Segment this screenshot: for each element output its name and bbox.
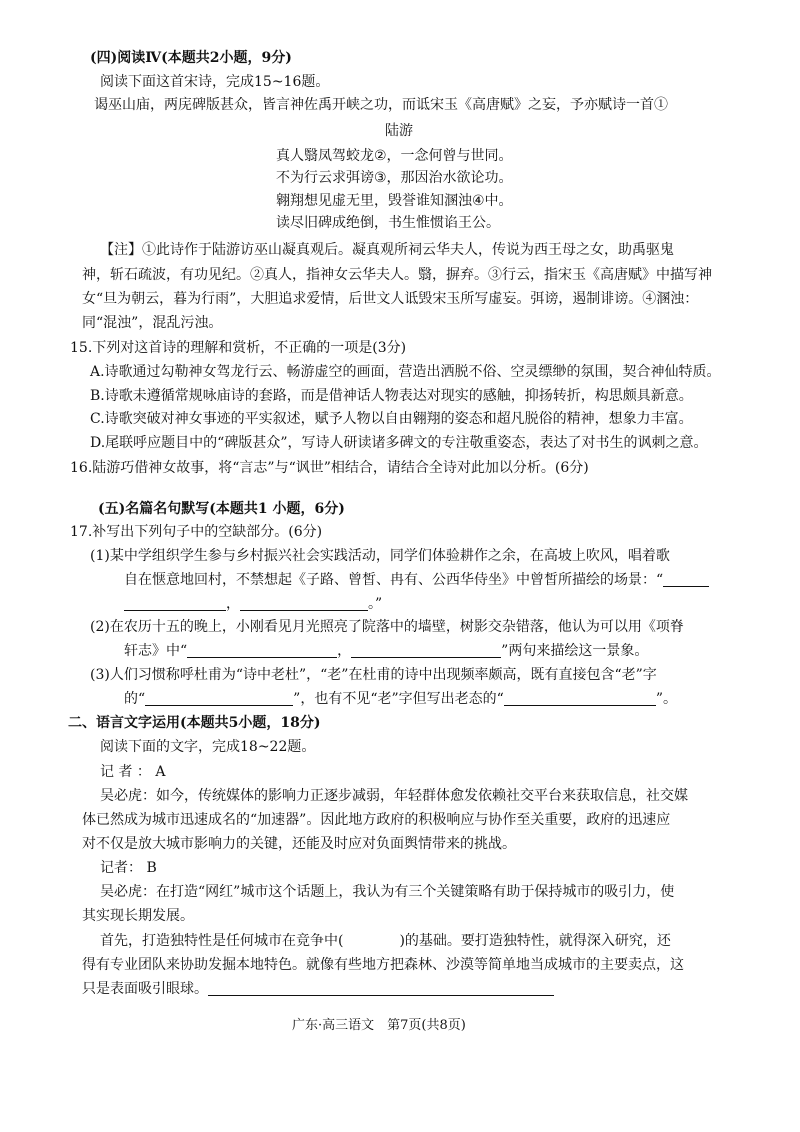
reporter-question-a: 记 者 ： A [100,764,166,780]
q17-item3-text-mid: ”，也有不见“老”字但写出老态的“ [293,691,504,707]
section4-intro: 阅读下面这首宋诗，完成15~16题。 [100,74,330,90]
para3-text-pre: 首先，打造独特性是任何城市在竞争中( [100,933,344,949]
q15-option-a: A.诗歌通过勾勒神女驾龙行云、畅游虚空的画面，营造出洒脱不俗、空灵缥缈的氛围，契合神仙特质。 [90,364,721,380]
q17-item3-text-end: ”。 [655,691,677,707]
comma: ， [226,596,240,612]
q17-item2-text-end: ”两句来描绘这一景象。 [501,643,649,659]
para2-line2: 其实现长期发展。 [82,908,194,924]
q17-item3-text-pre: 的“ [124,691,146,707]
poem-line-3: 翱翔想见虚无里，毁誉谁知溷浊④中。 [276,193,513,209]
q17-item1-text: 自在惬意地回村，不禁想起《子路、曾皙、冉有、公西华侍坐》中曾皙所描绘的场景：“ [124,572,664,588]
reporter-question-b: 记者： B [100,860,157,876]
para3-text-end: 只是表面吸引眼球。 [82,981,208,997]
answer-blank[interactable] [351,643,501,658]
q17-item1-line2 [124,570,709,590]
part2-heading: 二、语言文字运用(本题共5小题，18分) [68,715,321,731]
answer-blank[interactable] [208,981,554,996]
answer-blank[interactable] [145,691,293,706]
q17-item1-line1: (1)某中学组织学生参与乡村振兴社会实践活动，同学们体验耕作之余，在高坡上吹风，唱着歌 [90,548,670,564]
answer-blank[interactable] [240,596,368,611]
poem-line-2: 不为行云求弭谤③，那因治水欲论功。 [276,170,513,186]
note-line-4: 同“混浊”，混乱污浊。 [82,315,223,331]
answer-blank[interactable] [504,691,656,706]
para3-line1 [100,931,671,951]
q17-item2-line1: (2)在农历十五的晚上，小刚看见月光照亮了院落中的墙壁，树影交杂错落，他认为可以用《项脊 [90,619,684,635]
section5-heading: (五)名篇名句默写(本题共1 小题，6分) [98,501,345,517]
section4-heading: (四)阅读Ⅳ(本题共2小题，9分) [90,50,292,66]
closing-quote: 。” [368,596,383,612]
page-footer: 广东·高三语文 第7页(共8页) [292,1018,466,1033]
para3-text-post: )的基础。要打造独特性，就得深入研究，还 [399,933,671,949]
q17-item2-text-pre: 轩志》中“ [124,643,188,659]
q17-item3-line1: (3)人们习惯称呼杜甫为“诗中老杜”，“老”在杜甫的诗中出现频率颇高，既有直接包含“老”字 [90,667,657,683]
para1-line3: 对不仅是放大城市影响力的关键，还能及时应对负面舆情带来的挑战。 [82,836,516,852]
part2-intro: 阅读下面的文字，完成18~22题。 [100,739,316,755]
q17-item1-line3 [124,594,382,614]
q17-stem: 17.补写出下列句子中的空缺部分。(6分) [70,524,323,540]
poem-line-1: 真人翳凤驾蛟龙②，一念何曾与世同。 [276,148,513,164]
q15-stem: 15.下列对这首诗的理解和赏析，不正确的一项是(3分) [70,340,407,356]
para1-line1: 吴必虎：如今，传统媒体的影响力正逐步减弱，年轻群体愈发依赖社交平台来获取信息，社交媒 [100,788,688,804]
q15-option-d: D.尾联呼应题目中的“碑版甚众”，写诗人研读诸多碑文的专注敬重姿态，表达了对书生的讽刺之意。 [90,435,708,451]
q15-option-c: C.诗歌突破对神女事迹的平实叙述，赋予人物以自由翱翔的姿态和超凡脱俗的精神，想象力丰富。 [90,411,693,427]
note-line-1: 【注】①此诗作于陆游访巫山凝真观后。凝真观所祠云华夫人，传说为西王母之女，助禹驱鬼 [100,242,674,258]
comma: ， [337,643,352,659]
note-line-2: 神，斩石疏波，有功见纪。②真人，指神女云华夫人。翳，摒弃。③行云，指宋玉《高唐赋》中描写神 [82,267,712,283]
q17-item2-line2 [124,641,648,661]
poem-author: 陆游 [385,123,413,139]
answer-blank[interactable] [124,596,226,611]
q17-item3-line2 [124,689,677,709]
para1-line2: 体已然成为城市迅速成名的“加速器”。因此地方政府的积极响应与协作至关重要，政府的迅速应 [82,812,671,828]
answer-blank[interactable] [663,572,709,587]
note-line-3: 女“旦为朝云，暮为行雨”，大胆追求爱情，后世文人诋毁宋玉所写虚妄。弭谤，遏制诽谤。④溷浊： [82,291,699,307]
q15-option-b: B.诗歌未遵循常规咏庙诗的套路，而是借神话人物表达对现实的感触，抑扬转折，构思颇具新意。 [90,388,693,404]
poem-line-4: 读尽旧碑成绝倒，书生惟惯谄王公。 [276,215,500,231]
para2-line1: 吴必虎：在打造“网红”城市这个话题上，我认为有三个关键策略有助于保持城市的吸引力，使 [100,884,675,900]
q16-stem: 16.陆游巧借神女故事，将“言志”与“讽世”相结合，请结合全诗对此加以分析。(6分) [70,460,589,476]
poem-preface: 谒巫山庙，两庑碑版甚众，皆言神佐禹开峡之功，而诋宋玉《高唐赋》之妄，予亦赋诗一首① [94,97,668,113]
para3-line2: 得有专业团队来协助发掘本地特色。就像有些地方把森林、沙漠等简单地当成城市的主要卖点，这 [82,957,684,973]
para3-line3 [82,979,554,999]
answer-blank[interactable] [187,643,337,658]
